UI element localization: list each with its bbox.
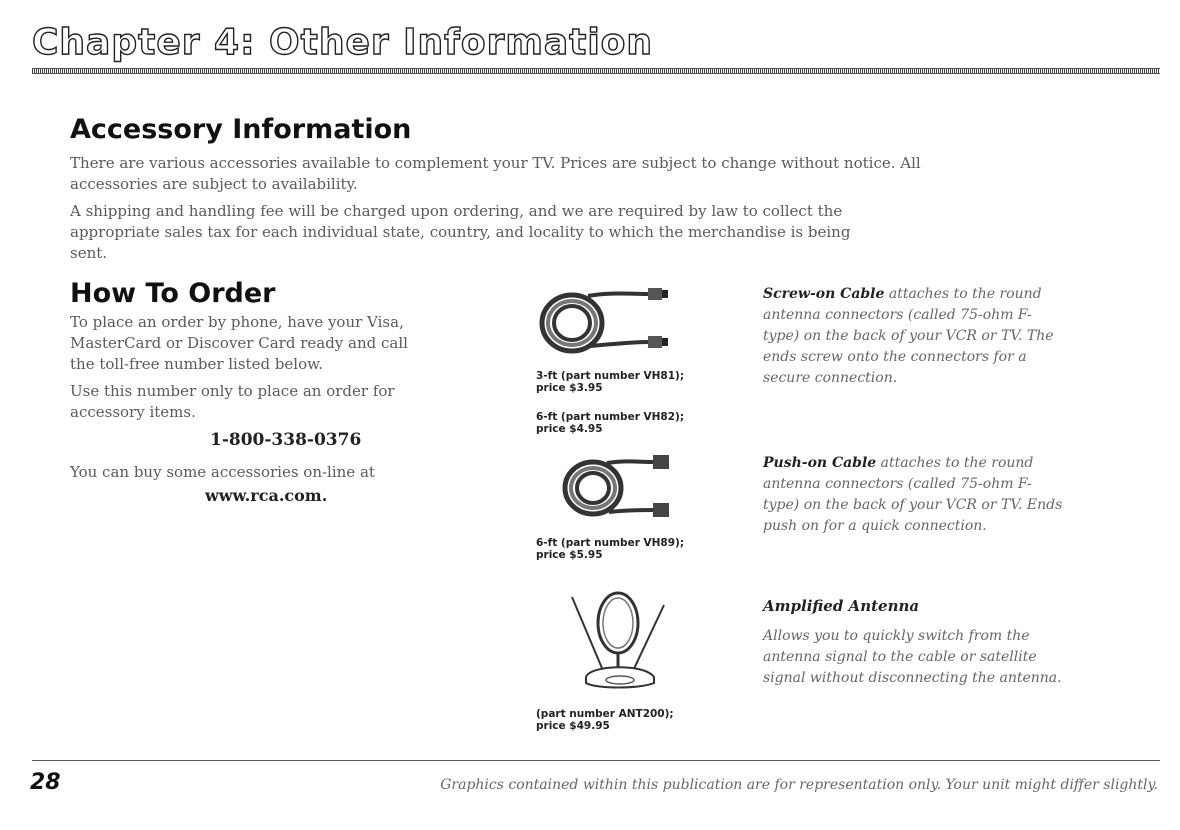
order-usage-paragraph: Use this number only to place an order for accessory items. bbox=[70, 382, 395, 421]
order-heading: How To Order bbox=[70, 278, 276, 309]
product-caption bbox=[536, 537, 684, 561]
antenna-icon bbox=[560, 585, 670, 695]
caption-line: 6-ft (part number VH82); bbox=[536, 411, 685, 423]
product-name: Push-on Cable bbox=[763, 455, 877, 471]
order-online-paragraph: You can buy some accessories on-line at bbox=[70, 463, 375, 481]
coaxial-cable-icon bbox=[555, 450, 675, 526]
coaxial-cable-icon bbox=[530, 282, 675, 364]
accessory-heading: Accessory Information bbox=[70, 114, 412, 145]
product-caption bbox=[536, 411, 684, 435]
caption-line: 3-ft (part number VH81); bbox=[536, 370, 685, 382]
chapter-divider bbox=[32, 68, 1160, 74]
product-name: Amplified Antenna bbox=[763, 597, 920, 615]
order-phone-paragraph: To place an order by phone, have your Visa, MasterCard or Discover Card ready and call the toll-free number listed below. bbox=[70, 313, 408, 373]
page-number: 28 bbox=[30, 770, 61, 795]
product-description-text: attaches to the round antenna connectors (called 75-ohm F-type) on the back of your VCR or TV. Ends push on for a quick connection. bbox=[763, 455, 1063, 534]
caption-line: (part number ANT200); bbox=[536, 708, 674, 720]
caption-line: price $49.95 bbox=[536, 720, 610, 732]
product-description-text: attaches to the round antenna connectors (called 75-ohm F-type) on the back of your VCR or TV. The ends screw onto the connectors for a secure connection. bbox=[763, 286, 1054, 386]
product-caption bbox=[536, 708, 674, 732]
caption-line: price $3.95 bbox=[536, 382, 603, 394]
footer-divider bbox=[32, 760, 1160, 761]
order-phone-number: 1-800-338-0376 bbox=[210, 430, 362, 450]
accessory-shipping-paragraph: A shipping and handling fee will be charged upon ordering, and we are required by law to collect the appropriate sales tax for each individual state, country, and locality to which the merchandise is being sent. bbox=[70, 202, 851, 262]
product-description bbox=[763, 284, 1063, 389]
product-description bbox=[763, 453, 1063, 537]
caption-line: price $5.95 bbox=[536, 549, 603, 561]
footer-disclaimer: Graphics contained within this publication are for representation only. Your unit might differ slightly. bbox=[440, 777, 1158, 793]
product-caption bbox=[536, 370, 684, 394]
caption-line: 6-ft (part number VH89); bbox=[536, 537, 685, 549]
order-website: www.rca.com. bbox=[205, 486, 328, 505]
product-description-text: Allows you to quickly switch from the antenna signal to the cable or satellite signal without disconnecting the antenna. bbox=[763, 628, 1062, 686]
accessory-intro-paragraph: There are various accessories available to complement your TV. Prices are subject to change without notice. All accessories are subject to availability. bbox=[70, 154, 921, 193]
caption-line: price $4.95 bbox=[536, 423, 603, 435]
chapter-title: Chapter 4: Other Information bbox=[32, 22, 654, 63]
product-name: Screw-on Cable bbox=[763, 286, 885, 302]
